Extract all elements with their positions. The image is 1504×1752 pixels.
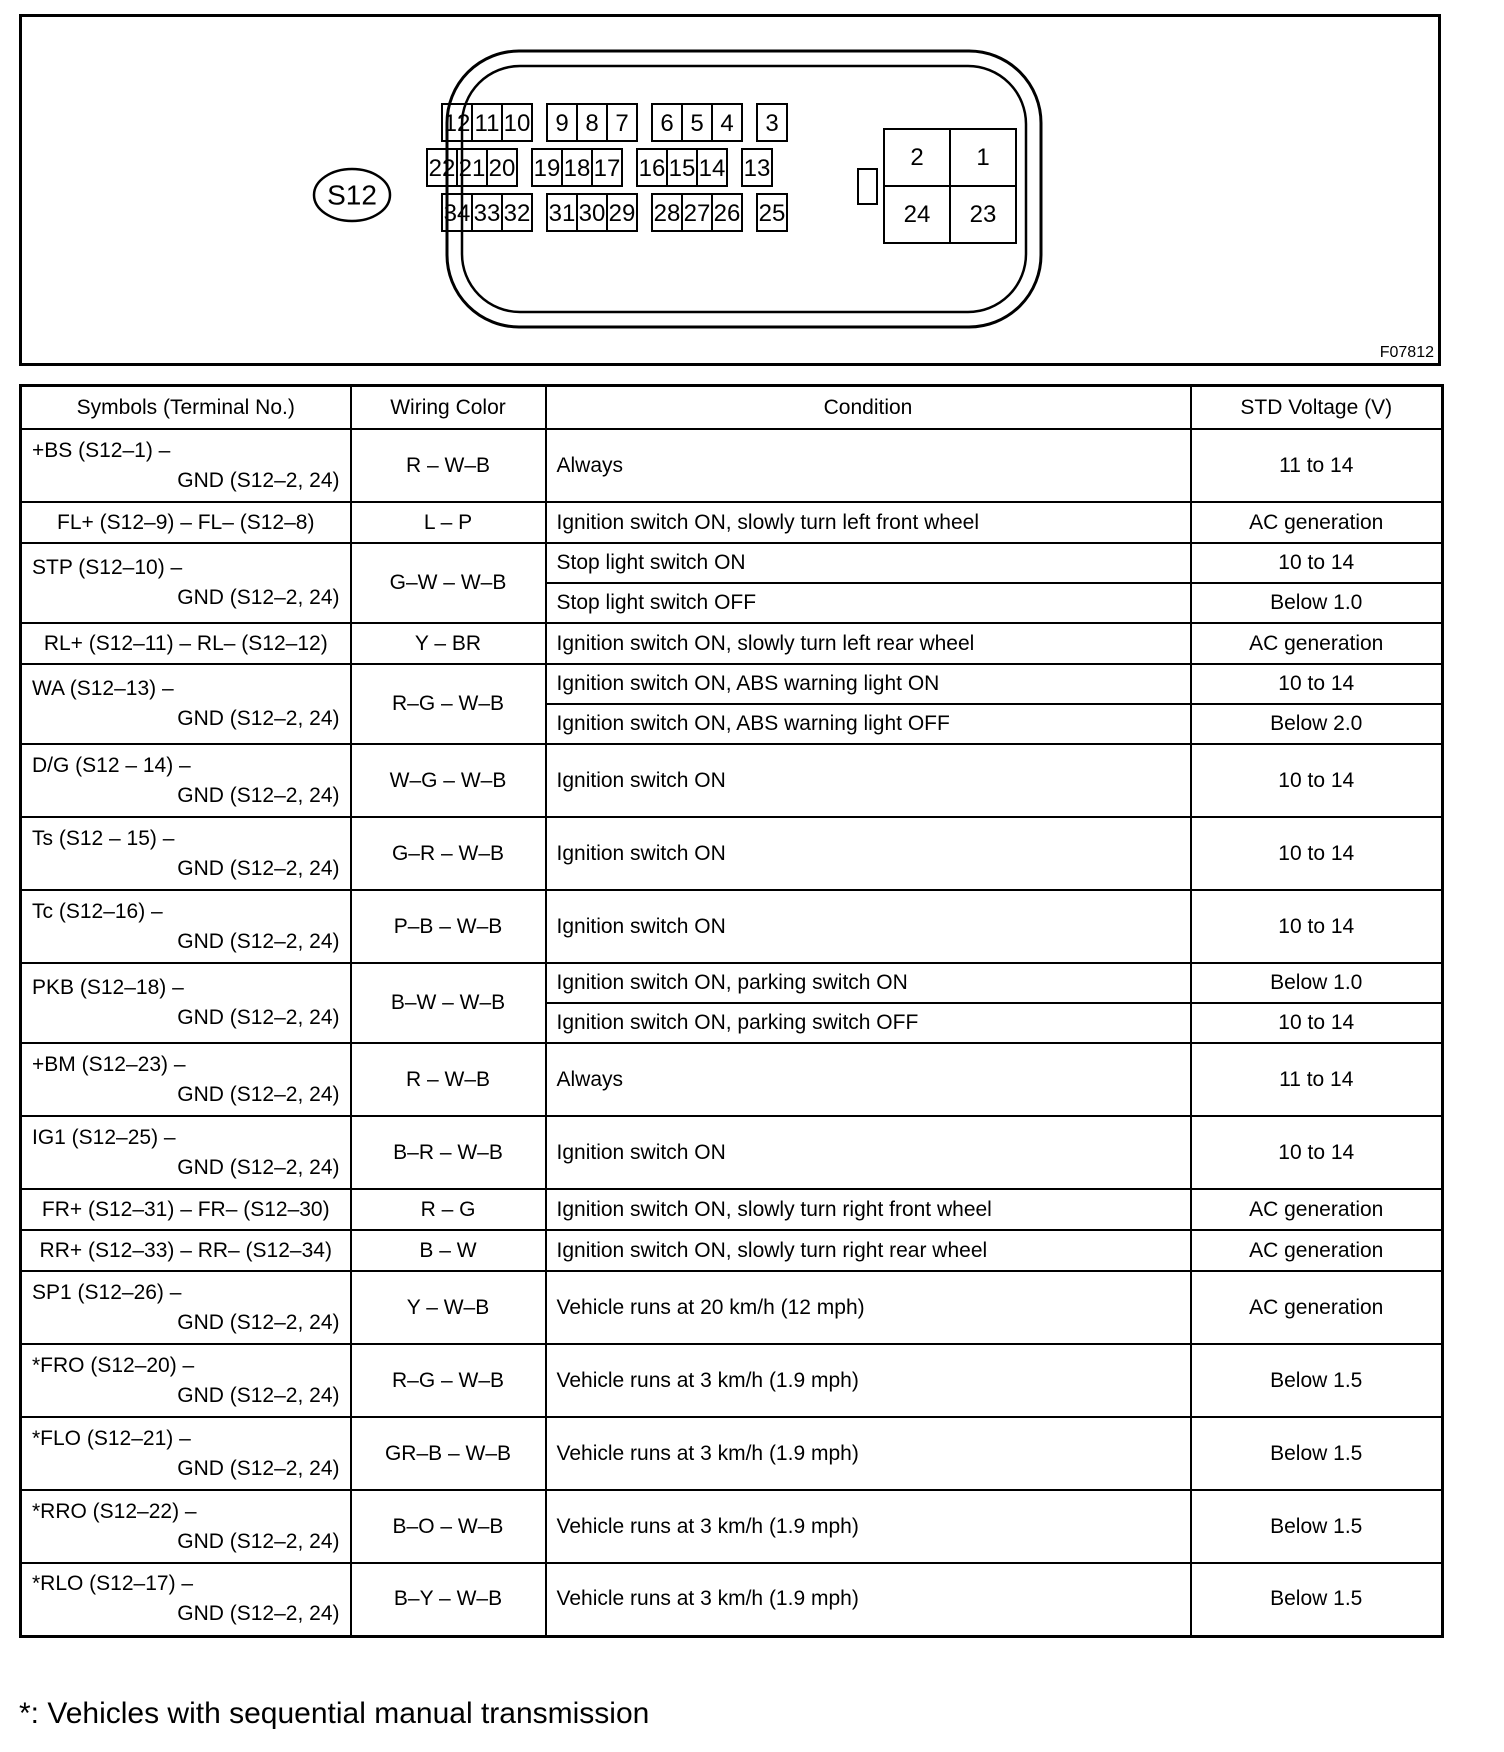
cell-wiring-color: R – W–B <box>351 1043 546 1116</box>
cell-condition: Ignition switch ON, ABS warning light ON <box>546 664 1191 704</box>
symbol-terminal: Ts (S12 – 15) – <box>32 826 175 850</box>
cell-wiring-color: P–B – W–B <box>351 890 546 963</box>
pin-number: 7 <box>615 110 629 137</box>
cell-symbol <box>21 1490 351 1563</box>
cell-wiring-color: R – W–B <box>351 429 546 502</box>
table-row <box>21 1189 1443 1230</box>
terminal-spec-table <box>19 384 1444 1638</box>
table-row <box>21 890 1443 963</box>
cell-wiring-color: B–W – W–B <box>351 963 546 1043</box>
symbol-terminal: *FRO (S12–20) – <box>32 1353 195 1377</box>
cell-wiring-color: L – P <box>351 502 546 543</box>
pin-number: 25 <box>758 200 786 227</box>
symbol-ground: GND (S12–2, 24) <box>177 1383 340 1407</box>
symbol-ground: GND (S12–2, 24) <box>177 1456 340 1480</box>
pin-number: 10 <box>503 110 531 137</box>
symbol-terminal: SP1 (S12–26) – <box>32 1280 182 1304</box>
cell-condition: Ignition switch ON, parking switch OFF <box>546 1003 1191 1043</box>
pin-number: 3 <box>765 110 779 137</box>
symbol-ground: GND (S12–2, 24) <box>177 586 340 609</box>
pin-number: 18 <box>563 155 591 182</box>
cell-symbol <box>21 1116 351 1189</box>
symbol-ground: GND (S12–2, 24) <box>177 929 340 953</box>
table-header-row <box>21 386 1443 430</box>
cell-symbol <box>21 890 351 963</box>
pin-number: 24 <box>903 201 931 228</box>
cell-condition: Ignition switch ON <box>546 890 1191 963</box>
cell-std-voltage: 10 to 14 <box>1191 817 1443 890</box>
cell-condition: Stop light switch ON <box>546 543 1191 583</box>
pin-number: 15 <box>668 155 696 182</box>
symbol-ground: GND (S12–2, 24) <box>177 1602 340 1626</box>
table-row <box>21 963 1443 1003</box>
cell-wiring-color: W–G – W–B <box>351 744 546 817</box>
cell-std-voltage: Below 2.0 <box>1191 704 1443 744</box>
cell-wiring-color: B–R – W–B <box>351 1116 546 1189</box>
cell-condition: Stop light switch OFF <box>546 583 1191 623</box>
symbol-terminal: IG1 (S12–25) – <box>32 1125 176 1149</box>
cell-wiring-color: R–G – W–B <box>351 1344 546 1417</box>
pin-number: 29 <box>608 200 636 227</box>
cell-wiring-color: B–Y – W–B <box>351 1563 546 1636</box>
cell-std-voltage: AC generation <box>1191 623 1443 664</box>
cell-symbol <box>21 1271 351 1344</box>
header-symbols: Symbols (Terminal No.) <box>21 386 351 430</box>
figure-code: F07812 <box>1379 344 1434 361</box>
table-row <box>21 502 1443 543</box>
cell-condition: Ignition switch ON, ABS warning light OFF <box>546 704 1191 744</box>
symbol-ground: GND (S12–2, 24) <box>177 1082 340 1106</box>
cell-condition: Always <box>546 429 1191 502</box>
terminal-pins <box>427 104 1016 243</box>
table-row <box>21 1271 1443 1344</box>
symbol-terminal: WA (S12–13) – <box>32 677 174 700</box>
symbol-terminal: +BS (S12–1) – <box>32 438 171 462</box>
pin-number: 19 <box>533 155 561 182</box>
table-row <box>21 744 1443 817</box>
cell-symbol <box>21 744 351 817</box>
pin-number: 5 <box>690 110 704 137</box>
cell-std-voltage: 11 to 14 <box>1191 1043 1443 1116</box>
pin-number: 16 <box>638 155 666 182</box>
cell-std-voltage: 10 to 14 <box>1191 1116 1443 1189</box>
header-condition: Condition <box>546 386 1191 430</box>
cell-std-voltage: Below 1.5 <box>1191 1563 1443 1636</box>
cell-symbol <box>21 1189 351 1230</box>
symbol-terminal: *FLO (S12–21) – <box>32 1426 191 1450</box>
symbol-terminal: RL+ (S12–11) – RL– (S12–12) <box>43 631 328 655</box>
symbol-terminal: +BM (S12–23) – <box>32 1052 186 1076</box>
pin-number: 32 <box>503 200 531 227</box>
pin-number: 2 <box>910 144 924 171</box>
cell-condition: Ignition switch ON, slowly turn left rear wheel <box>546 623 1191 664</box>
symbol-terminal: D/G (S12 – 14) – <box>32 753 191 777</box>
cell-std-voltage: Below 1.5 <box>1191 1417 1443 1490</box>
symbol-terminal: Tc (S12–16) – <box>32 899 163 923</box>
table-row <box>21 1043 1443 1116</box>
pin-number: 27 <box>683 200 711 227</box>
cell-symbol <box>21 429 351 502</box>
cell-symbol <box>21 1417 351 1490</box>
connector-label: S12 <box>327 179 377 211</box>
cell-std-voltage: Below 1.0 <box>1191 963 1443 1003</box>
pin-number: 12 <box>443 110 471 137</box>
cell-std-voltage: Below 1.5 <box>1191 1344 1443 1417</box>
pin-number: 33 <box>473 200 501 227</box>
table-row <box>21 1417 1443 1490</box>
table-row <box>21 664 1443 704</box>
cell-condition: Vehicle runs at 3 km/h (1.9 mph) <box>546 1490 1191 1563</box>
cell-std-voltage: 10 to 14 <box>1191 664 1443 704</box>
pin-number: 6 <box>660 110 674 137</box>
cell-std-voltage: AC generation <box>1191 1189 1443 1230</box>
cell-wiring-color: G–R – W–B <box>351 817 546 890</box>
pin-number: 34 <box>443 200 471 227</box>
cell-symbol <box>21 963 351 1043</box>
cell-wiring-color: R – G <box>351 1189 546 1230</box>
cell-wiring-color: G–W – W–B <box>351 543 546 623</box>
symbol-terminal: STP (S12–10) – <box>32 556 183 579</box>
cell-wiring-color: B–O – W–B <box>351 1490 546 1563</box>
pin-number: 9 <box>555 110 569 137</box>
table-row <box>21 429 1443 502</box>
table-row <box>21 1230 1443 1271</box>
pin-number: 23 <box>969 201 997 228</box>
table-row <box>21 543 1443 583</box>
cell-condition: Vehicle runs at 3 km/h (1.9 mph) <box>546 1563 1191 1636</box>
pin-number: 30 <box>578 200 606 227</box>
table-row <box>21 1563 1443 1636</box>
pin-number: 28 <box>653 200 681 227</box>
pin-number: 11 <box>474 110 500 137</box>
cell-wiring-color: Y – W–B <box>351 1271 546 1344</box>
symbol-ground: GND (S12–2, 24) <box>177 1006 340 1029</box>
cell-symbol <box>21 1563 351 1636</box>
table-row <box>21 1490 1443 1563</box>
pin-number: 21 <box>458 155 486 182</box>
cell-condition: Vehicle runs at 3 km/h (1.9 mph) <box>546 1417 1191 1490</box>
pin-number: 20 <box>488 155 516 182</box>
pin-number: 4 <box>720 110 734 137</box>
pin-number: 17 <box>593 155 621 182</box>
symbol-ground: GND (S12–2, 24) <box>177 856 340 880</box>
cell-symbol <box>21 817 351 890</box>
symbol-terminal: FR+ (S12–31) – FR– (S12–30) <box>41 1197 330 1221</box>
cell-std-voltage: AC generation <box>1191 1271 1443 1344</box>
pin-number: 31 <box>548 200 576 227</box>
cell-condition: Ignition switch ON, slowly turn right rear wheel <box>546 1230 1191 1271</box>
connector-figure <box>19 14 1441 366</box>
header-std-voltage: STD Voltage (V) <box>1191 386 1443 430</box>
symbol-ground: GND (S12–2, 24) <box>177 1529 340 1553</box>
cell-std-voltage: 11 to 14 <box>1191 429 1443 502</box>
cell-std-voltage: Below 1.5 <box>1191 1490 1443 1563</box>
cell-condition: Ignition switch ON <box>546 744 1191 817</box>
cell-wiring-color: B – W <box>351 1230 546 1271</box>
pin-number: 14 <box>698 155 726 182</box>
cell-symbol <box>21 543 351 623</box>
cell-symbol <box>21 1043 351 1116</box>
footnote: *: Vehicles with sequential manual transmission <box>19 1697 650 1730</box>
pin-number: 8 <box>585 110 599 137</box>
cell-condition: Vehicle runs at 20 km/h (12 mph) <box>546 1271 1191 1344</box>
cell-wiring-color: R–G – W–B <box>351 664 546 744</box>
symbol-ground: GND (S12–2, 24) <box>177 707 340 730</box>
table-row <box>21 1344 1443 1417</box>
connector-housing-outer <box>447 51 1041 327</box>
cell-std-voltage: AC generation <box>1191 1230 1443 1271</box>
cell-symbol <box>21 1230 351 1271</box>
symbol-terminal: FL+ (S12–9) – FL– (S12–8) <box>57 510 315 534</box>
cell-std-voltage: 10 to 14 <box>1191 1003 1443 1043</box>
cell-std-voltage: 10 to 14 <box>1191 890 1443 963</box>
cell-wiring-color: GR–B – W–B <box>351 1417 546 1490</box>
cell-condition: Ignition switch ON, slowly turn right front wheel <box>546 1189 1191 1230</box>
header-wiring-color: Wiring Color <box>351 386 546 430</box>
symbol-ground: GND (S12–2, 24) <box>177 783 340 807</box>
connector-diagram <box>22 17 1444 369</box>
symbol-ground: GND (S12–2, 24) <box>177 1155 340 1179</box>
pin-number: 1 <box>976 144 990 171</box>
symbol-terminal: *RRO (S12–22) – <box>32 1499 197 1523</box>
cell-symbol <box>21 1344 351 1417</box>
cell-symbol <box>21 502 351 543</box>
symbol-terminal: *RLO (S12–17) – <box>32 1572 194 1596</box>
connector-housing-inner <box>462 66 1026 312</box>
pin-number: 22 <box>428 155 456 182</box>
cell-condition: Vehicle runs at 3 km/h (1.9 mph) <box>546 1344 1191 1417</box>
cell-condition: Ignition switch ON, parking switch ON <box>546 963 1191 1003</box>
symbol-ground: GND (S12–2, 24) <box>177 1310 340 1334</box>
cell-condition: Ignition switch ON, slowly turn left front wheel <box>546 502 1191 543</box>
symbol-ground: GND (S12–2, 24) <box>177 468 340 492</box>
symbol-terminal: RR+ (S12–33) – RR– (S12–34) <box>39 1238 332 1262</box>
pin-number: 13 <box>743 155 771 182</box>
table-row <box>21 817 1443 890</box>
cell-std-voltage: 10 to 14 <box>1191 744 1443 817</box>
pin-number: 26 <box>713 200 741 227</box>
cell-wiring-color: Y – BR <box>351 623 546 664</box>
cell-symbol <box>21 623 351 664</box>
cell-condition: Ignition switch ON <box>546 1116 1191 1189</box>
cell-symbol <box>21 664 351 744</box>
table-row <box>21 623 1443 664</box>
cell-std-voltage: 10 to 14 <box>1191 543 1443 583</box>
connector-key <box>858 169 877 204</box>
cell-condition: Ignition switch ON <box>546 817 1191 890</box>
cell-condition: Always <box>546 1043 1191 1116</box>
table-row <box>21 1116 1443 1189</box>
symbol-terminal: PKB (S12–18) – <box>32 976 184 999</box>
cell-std-voltage: AC generation <box>1191 502 1443 543</box>
cell-std-voltage: Below 1.0 <box>1191 583 1443 623</box>
